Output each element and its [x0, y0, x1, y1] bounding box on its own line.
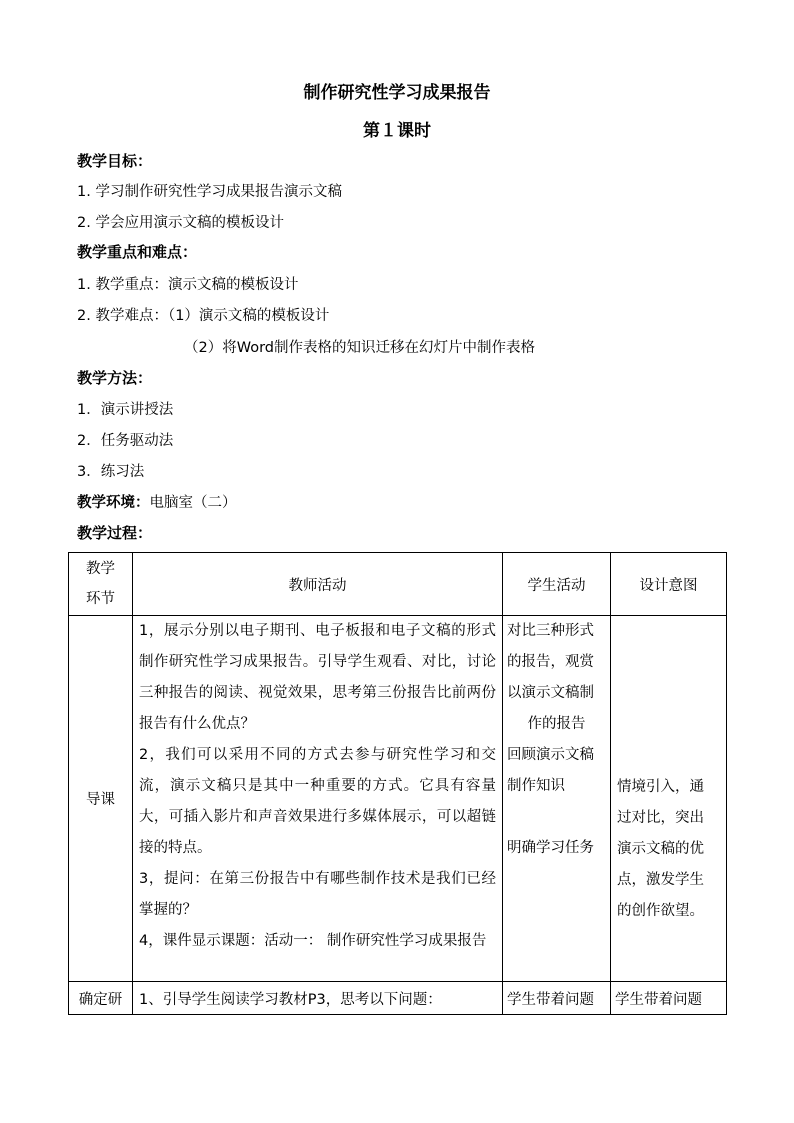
teacher-paragraph: 3，提问：在第三份报告中有哪些制作技术是我们已经掌握的？: [139, 871, 496, 918]
design-line: 演示文稿的优: [617, 841, 704, 857]
header-stage: 教学 环节: [69, 553, 133, 616]
method-item: 1．演示讲授法: [77, 402, 174, 418]
teacher-paragraph: 1，展示分别以电子期刊、电子板报和电子文稿的形式制作研究性学习成果报告。引导学生观看、对比，讨论三种报告的阅读、视觉效果，思考第三份报告比前两份报告有什么优点？: [139, 623, 496, 732]
key-points-heading: 教学重点和难点：: [77, 243, 198, 261]
key-point-item: 2. 教学难点：（1）演示文稿的模板设计: [77, 308, 330, 324]
objective-item: 1. 学习制作研究性学习成果报告演示文稿: [77, 184, 342, 200]
document-title: 制作研究性学习成果报告: [303, 83, 491, 103]
header-student: 学生活动: [503, 553, 611, 616]
process-table: [68, 552, 727, 1015]
table-header-row: [69, 553, 727, 616]
environment-heading: 教学环境：: [77, 495, 150, 511]
objectives-heading: 教学目标：: [77, 152, 153, 170]
method-item: 2．任务驱动法: [77, 433, 174, 449]
design-intent-cell: [611, 616, 727, 982]
table-row: [69, 982, 727, 1015]
environment-value: 电脑室（二）: [149, 495, 237, 511]
table-row: [69, 616, 727, 982]
student-line: [507, 802, 606, 833]
student-activity-cell: [503, 616, 611, 982]
student-line: 明确学习任务: [507, 840, 594, 856]
student-line: 回顾演示文稿: [507, 747, 594, 763]
key-point-item: （2）将Word制作表格的知识迁移在幻灯片中制作表格: [184, 340, 535, 356]
process-heading: 教学过程：: [77, 524, 153, 542]
student-activity-cell: 学生带着问题: [503, 982, 611, 1015]
stage-cell: 导课: [69, 616, 133, 982]
teacher-paragraph: 4，课件显示课题：活动一： 制作研究性学习成果报告: [139, 933, 487, 949]
student-line: 对比三种形式: [507, 623, 594, 639]
design-line: 情境引入，通: [617, 779, 704, 795]
teacher-paragraph: 2，我们可以采用不同的方式去参与研究性学习和交流，演示文稿只是其中一种重要的方式。它具有容量大，可插入影片和声音效果进行多媒体展示，可以超链接的特点。: [139, 747, 496, 856]
design-line: 点，激发学生: [617, 872, 704, 888]
student-line: 制作知识: [507, 778, 565, 794]
student-line: 的报告，观赏: [507, 654, 594, 670]
objective-item: 2. 学会应用演示文稿的模板设计: [77, 215, 284, 231]
student-line: 作的报告: [527, 716, 586, 732]
lesson-subtitle: 第１课时: [363, 121, 431, 141]
environment-line: [77, 491, 237, 512]
methods-heading: 教学方法：: [77, 369, 153, 387]
design-intent-cell: 学生带着问题: [611, 982, 727, 1015]
key-point-item: 1. 教学重点：演示文稿的模板设计: [77, 277, 299, 293]
student-line: 以演示文稿制: [507, 685, 594, 701]
header-design: 设计意图: [611, 553, 727, 616]
teacher-activity-cell: 1、引导学生阅读学习教材P3，思考以下问题：: [133, 982, 503, 1015]
design-line: 的创作欲望。: [617, 903, 704, 919]
teacher-activity-cell: [133, 616, 503, 982]
header-teacher: 教师活动: [133, 553, 503, 616]
stage-cell: 确定研: [69, 982, 133, 1015]
method-item: 3．练习法: [77, 464, 145, 480]
design-line: 过对比，突出: [617, 810, 704, 826]
